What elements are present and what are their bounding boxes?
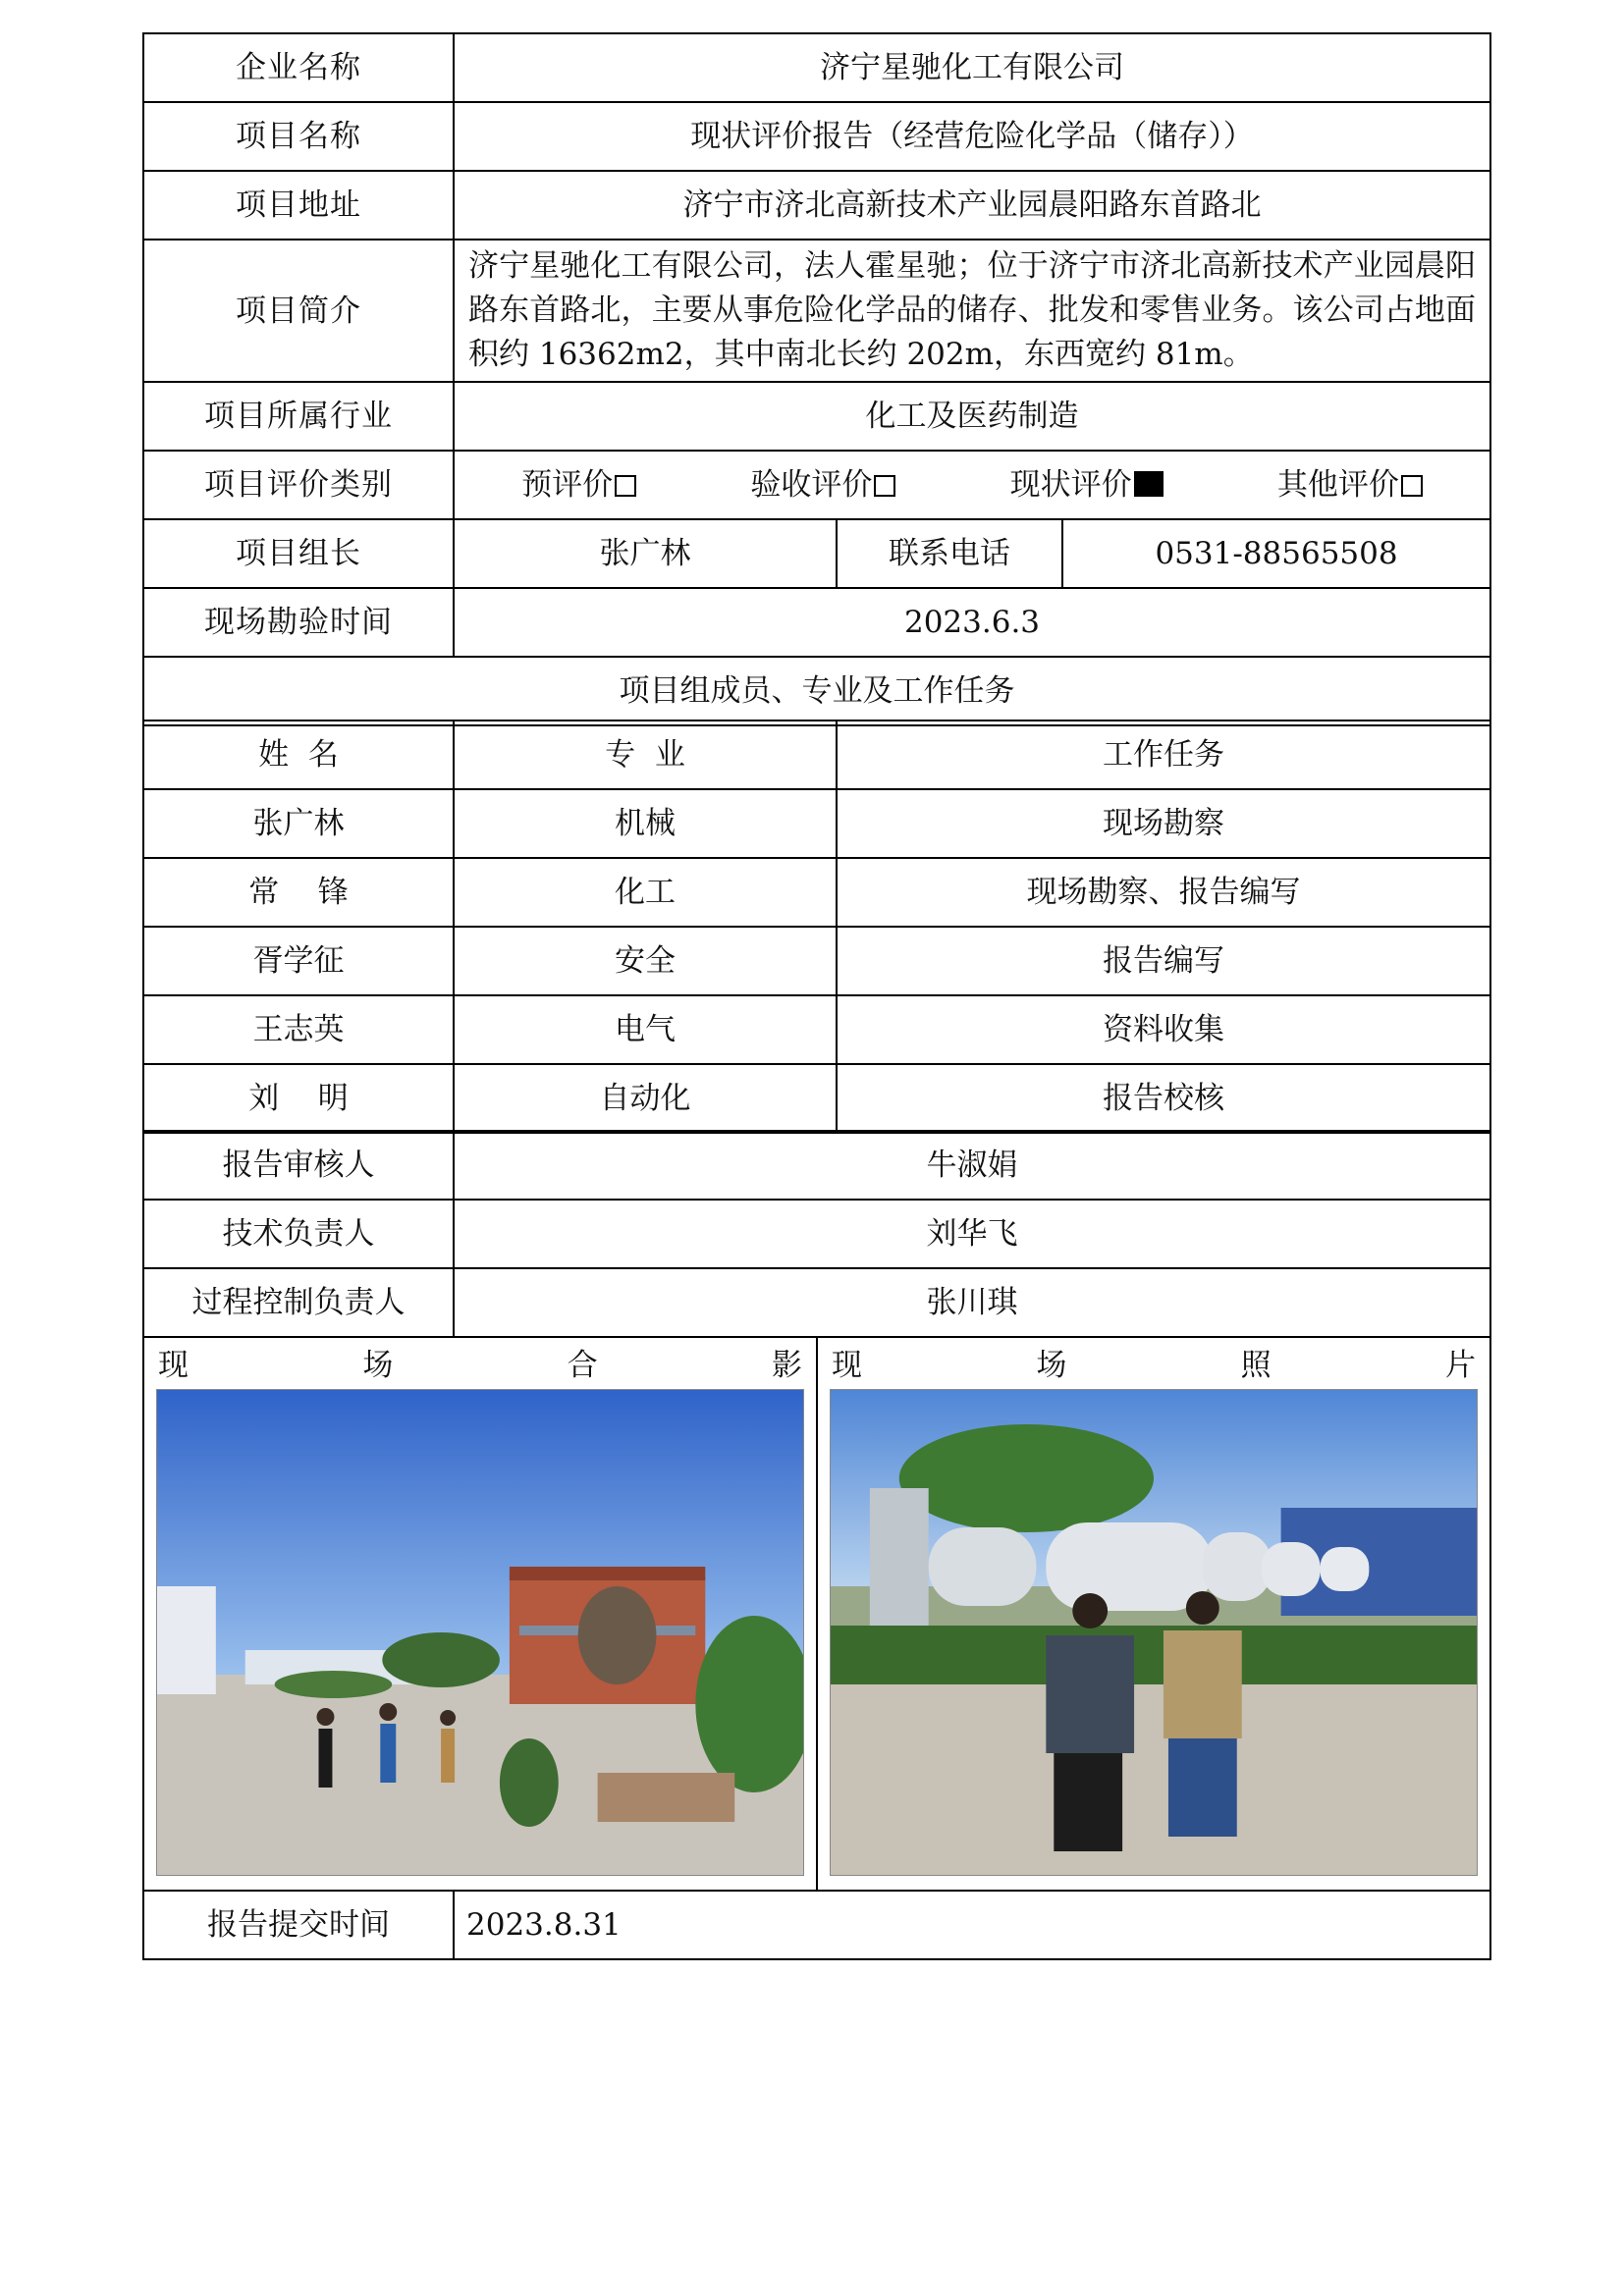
row-industry (143, 382, 1490, 451)
site-photo (830, 1389, 1478, 1876)
survey-time-label: 现场勘验时间 (143, 588, 454, 657)
row-tech-lead (143, 1200, 1490, 1268)
eval-option-other[interactable] (1277, 463, 1423, 507)
member-row (143, 995, 1490, 1064)
members-section-title: 项目组成员、专业及工作任务 (143, 657, 1490, 725)
project-info-table (142, 32, 1491, 726)
intro-label: 项目简介 (143, 240, 454, 382)
members-header-task: 工作任务 (837, 721, 1490, 789)
member-row (143, 858, 1490, 927)
eval-option-current[interactable] (1010, 463, 1164, 507)
project-label: 项目名称 (143, 102, 454, 171)
title-char: 合 (567, 1348, 598, 1383)
tech-lead-label: 技术负责人 (143, 1200, 454, 1268)
member-name: 张广林 (143, 789, 454, 858)
eval-type-label: 项目评价类别 (143, 451, 454, 519)
member-row (143, 1064, 1490, 1133)
eval-option-acceptance[interactable] (750, 463, 895, 507)
members-table (142, 720, 1491, 1134)
eval-option-other-text: 其他评价 (1276, 467, 1399, 503)
title-char: 现 (832, 1348, 862, 1383)
photos-table (142, 1336, 1491, 1892)
submit-value: 2023.8.31 (454, 1891, 1490, 1959)
industry-label: 项目所属行业 (143, 382, 454, 451)
row-company (143, 33, 1490, 102)
project-value: 现状评价报告（经营危险化学品（储存）） (454, 102, 1490, 171)
reviewer-label: 报告审核人 (143, 1131, 454, 1200)
row-survey-time (143, 588, 1490, 657)
submit-label: 报告提交时间 (143, 1891, 454, 1959)
row-process-control (143, 1268, 1490, 1337)
site-photo-title (818, 1338, 1489, 1387)
title-char: 场 (362, 1348, 394, 1383)
member-task: 现场勘察 (837, 789, 1490, 858)
title-char: 现 (158, 1348, 189, 1383)
member-task: 报告编写 (837, 927, 1490, 995)
row-photos (143, 1337, 1490, 1891)
row-reviewer (143, 1131, 1490, 1200)
member-major: 自动化 (454, 1064, 837, 1133)
group-photo-image (157, 1390, 803, 1875)
reviewer-value: 牛淑娟 (454, 1131, 1490, 1200)
reviewers-photos-table (142, 1130, 1491, 1338)
member-row (143, 927, 1490, 995)
member-task: 报告校核 (837, 1064, 1490, 1133)
members-header-major: 专 业 (454, 721, 837, 789)
survey-time-value: 2023.6.3 (454, 588, 1490, 657)
title-char: 影 (771, 1348, 802, 1383)
row-leader (143, 519, 1490, 588)
row-eval-type (143, 451, 1490, 519)
submit-table (142, 1890, 1491, 1960)
row-address (143, 171, 1490, 240)
member-major: 化工 (454, 858, 837, 927)
member-name: 胥学征 (143, 927, 454, 995)
member-name: 常 锋 (143, 858, 454, 927)
title-char: 场 (1036, 1348, 1067, 1383)
phone-value: 0531-88565508 (1062, 519, 1490, 588)
title-char: 照 (1240, 1348, 1272, 1383)
site-photo-image (831, 1390, 1477, 1875)
photo-cell-group (143, 1337, 817, 1891)
photo-cell-site (817, 1337, 1490, 1891)
member-major: 电气 (454, 995, 837, 1064)
industry-value: 化工及医药制造 (454, 382, 1490, 451)
company-label: 企业名称 (143, 33, 454, 102)
eval-option-pre-text: 预评价 (521, 467, 614, 503)
members-header-name: 姓 名 (143, 721, 454, 789)
row-submit (143, 1891, 1490, 1959)
eval-option-current-text: 现状评价 (1009, 467, 1132, 503)
eval-option-acceptance-text: 验收评价 (750, 467, 873, 503)
member-row (143, 789, 1490, 858)
checkbox-filled-icon (1134, 471, 1164, 497)
checkbox-empty-icon (615, 475, 636, 497)
phone-label: 联系电话 (837, 519, 1062, 588)
member-name: 刘 明 (143, 1064, 454, 1133)
checkbox-empty-icon (1401, 475, 1423, 497)
row-members-title (143, 657, 1490, 725)
leader-label: 项目组长 (143, 519, 454, 588)
leader-value: 张广林 (454, 519, 837, 588)
address-value: 济宁市济北高新技术产业园晨阳路东首路北 (454, 171, 1490, 240)
member-major: 安全 (454, 927, 837, 995)
members-header-row (143, 721, 1490, 789)
member-task: 资料收集 (837, 995, 1490, 1064)
group-photo-title (144, 1338, 816, 1387)
process-control-value: 张川琪 (454, 1268, 1490, 1337)
row-project (143, 102, 1490, 171)
process-control-label: 过程控制负责人 (143, 1268, 454, 1337)
tech-lead-value: 刘华飞 (454, 1200, 1490, 1268)
checkbox-empty-icon (874, 475, 895, 497)
address-label: 项目地址 (143, 171, 454, 240)
title-char: 片 (1444, 1348, 1476, 1383)
member-major: 机械 (454, 789, 837, 858)
intro-value: 济宁星驰化工有限公司，法人霍星驰；位于济宁市济北高新技术产业园晨阳路东首路北，主要从事危险化学品的储存、批发和零售业务。该公司占地面积约 16362m2，其中南北长约 202m，东西宽约 81m。 (454, 240, 1490, 382)
company-value: 济宁星驰化工有限公司 (454, 33, 1490, 102)
member-task: 现场勘察、报告编写 (837, 858, 1490, 927)
row-intro (143, 240, 1490, 382)
eval-option-pre[interactable] (521, 463, 636, 507)
eval-type-options (454, 451, 1490, 519)
member-name: 王志英 (143, 995, 454, 1064)
group-photo (156, 1389, 804, 1876)
